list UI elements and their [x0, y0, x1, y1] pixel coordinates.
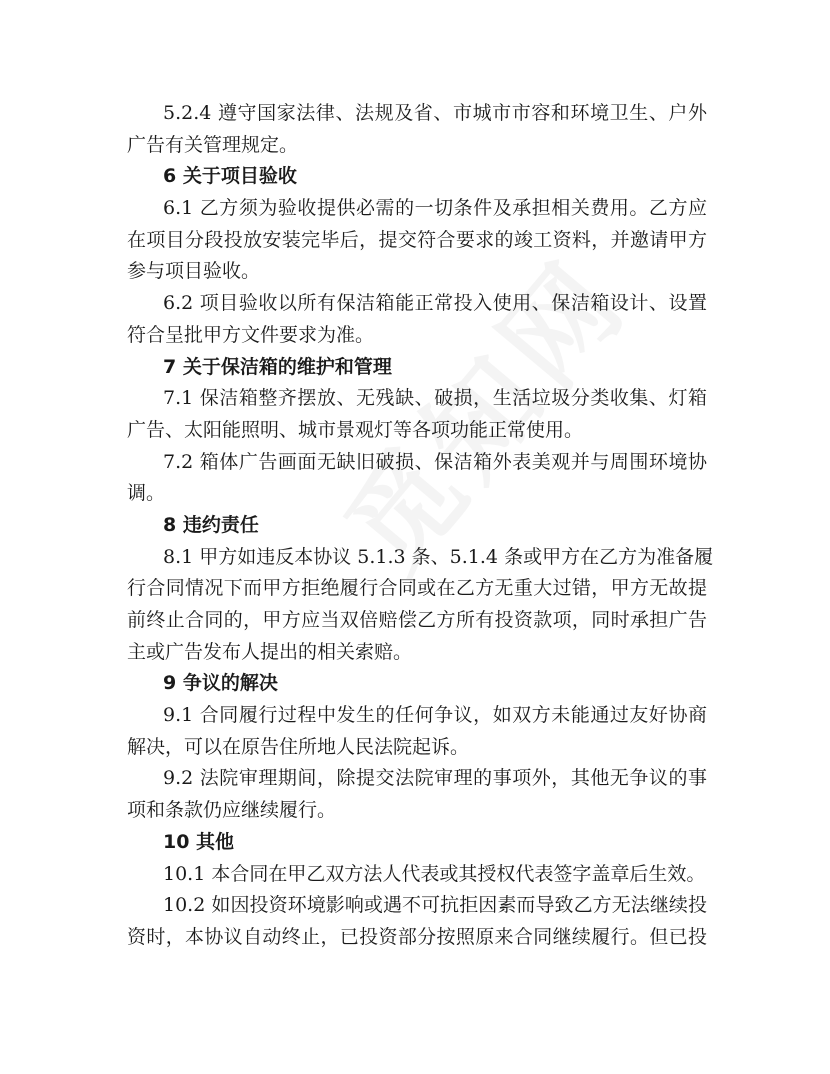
text-line: 6 关于项目验收: [163, 165, 297, 188]
text-line: 8 违约责任: [163, 513, 259, 536]
text-line: 10 其他: [163, 830, 235, 853]
text-line: 6.1 乙方须为验收提供必需的一切条件及承担相关费用。乙方应: [163, 197, 707, 220]
text-line: 解决，可以在原告住所地人民法院起诉。: [127, 735, 470, 758]
paragraph: [127, 700, 707, 763]
paragraph: [127, 98, 707, 161]
section-heading: [127, 668, 707, 700]
paragraph: [127, 193, 707, 288]
text-line: 广告有关管理规定。: [127, 133, 299, 156]
text-line: 符合呈批甲方文件要求为准。: [127, 323, 375, 346]
text-line: 8.1 甲方如违反本协议 5.1.3 条、5.1.4 条或甲方在乙方为准备履: [163, 545, 714, 568]
text-line: 广告、太阳能照明、城市景观灯等各项功能正常使用。: [127, 418, 584, 441]
text-line: 参与项目验收。: [127, 260, 261, 283]
text-line: 10.2 如因投资环境影响或遇不可抗拒因素而导致乙方无法继续投: [163, 894, 707, 917]
text-line: 前终止合同的，甲方应当双倍赔偿乙方所有投资款项，同时承担广告: [127, 609, 707, 631]
text-line: 7.1 保洁箱整齐摆放、无残缺、破损，生活垃圾分类收集、灯箱: [163, 387, 707, 410]
text-line: 调。: [127, 482, 166, 505]
section-heading: [127, 827, 707, 859]
document-page: [127, 98, 714, 954]
text-line: 资时，本协议自动终止，已投资部分按照原来合同继续履行。但已投: [127, 925, 707, 948]
section-heading: [127, 161, 707, 193]
text-line: 在项目分段投放安装完毕后，提交符合要求的竣工资料，并邀请甲方: [127, 228, 707, 251]
section-heading: [127, 352, 707, 384]
text-line: 10.1 本合同在甲乙双方法人代表或其授权代表签字盖章后生效。: [163, 862, 706, 885]
text-line: 项和条款仍应继续履行。: [127, 799, 337, 822]
text-line: 5.2.4 遵守国家法律、法规及省、市城市市容和环境卫生、户外: [163, 102, 707, 124]
paragraph: [127, 288, 707, 351]
text-line: 7.2 箱体广告画面无缺旧破损、保洁箱外表美观并与周围环境协: [163, 450, 707, 473]
paragraph: [127, 542, 714, 669]
paragraph: [127, 383, 707, 446]
text-line: 9.2 法院审理期间，除提交法院审理的事项外，其他无争议的事: [163, 767, 707, 790]
text-line: 主或广告发布人提出的相关索赔。: [127, 640, 413, 663]
paragraph: [127, 890, 707, 953]
text-line: 6.2 项目验收以所有保洁箱能正常投入使用、保洁箱设计、设置: [163, 292, 707, 315]
section-heading: [127, 510, 707, 542]
text-line: 7 关于保洁箱的维护和管理: [163, 355, 392, 378]
text-line: 9.1 合同履行过程中发生的任何争议，如双方未能通过友好协商: [163, 704, 707, 727]
text-line: 9 争议的解决: [163, 672, 278, 695]
paragraph: [127, 447, 707, 510]
paragraph: [127, 763, 707, 826]
paragraph: [127, 859, 707, 891]
text-line: 行合同情况下而甲方拒绝履行合同或在乙方无重大过错，甲方无故提: [127, 577, 707, 600]
